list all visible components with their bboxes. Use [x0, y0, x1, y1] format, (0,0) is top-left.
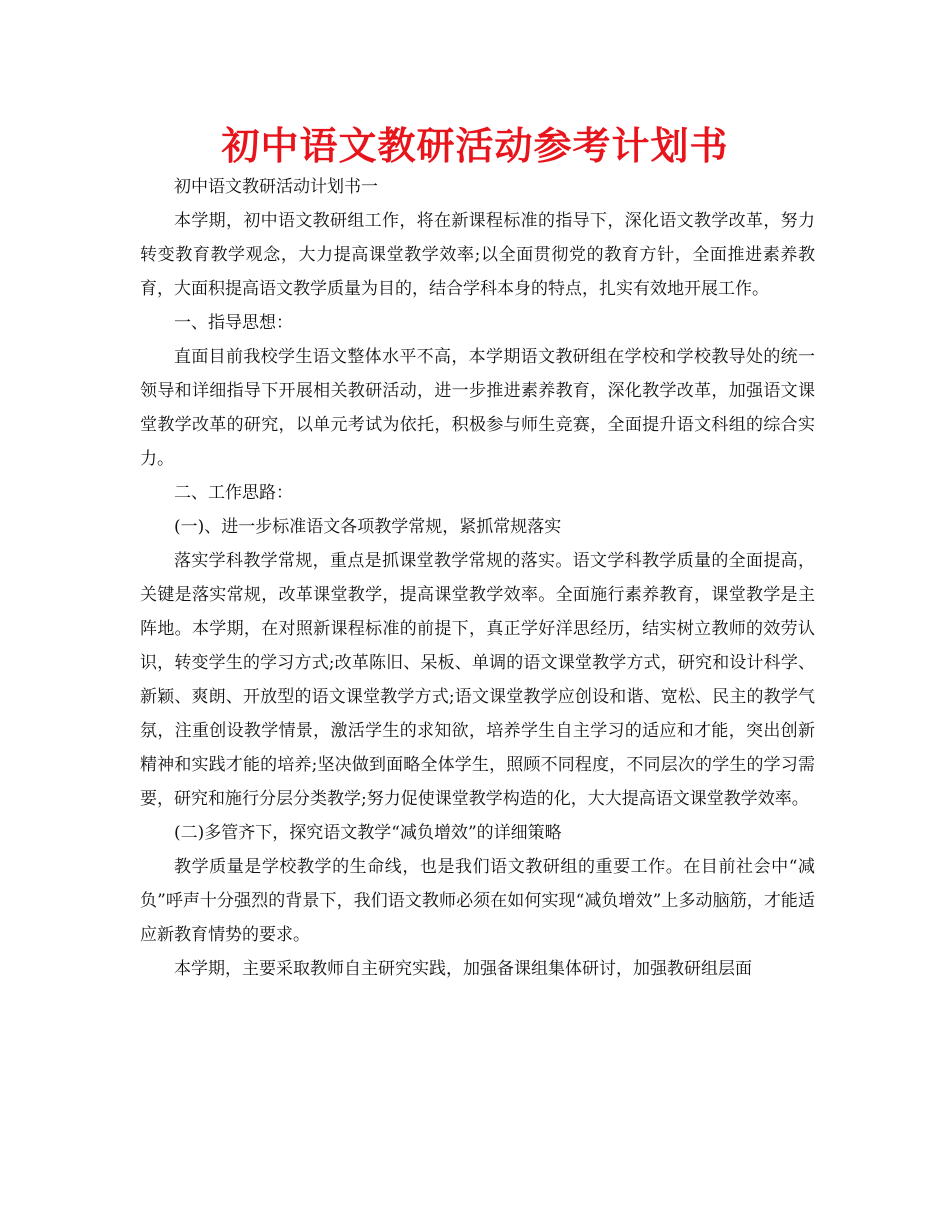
paragraph-guiding-ideas: 直面目前我校学生语文整体水平不高，本学期语文教研组在学校和学校教导处的统一领导和详细指导下开展相关教研活动，进一步推进素养教育，深化教学改革，加强语文课堂教学改革的研究，以单元考试为依托，积极参与师生竞赛，全面提升语文科组的综合实力。 — [140, 347, 815, 469]
document-title: 初中语文教研活动参考计划书 — [221, 123, 729, 168]
paragraph-this-term: 本学期，主要采取教师自主研究实践，加强备课组集体研讨，加强教研组层面 — [174, 959, 752, 979]
paragraph-intro: 本学期，初中语文教研组工作，将在新课程标准的指导下，深化语文教学改革，努力转变教育教学观念，大力提高课堂教学效率;以全面贯彻党的教育方针，全面推进素养教育，大面积提高语文教学质量为目的，结合学科本身的特点，扎实有效地开展工作。 — [140, 211, 815, 299]
subheading-reduce-burden: (二)多管齐下，探究语文教学“减负增效”的详细策略 — [174, 823, 562, 843]
paragraph-routine: 落实学科教学常规，重点是抓课堂教学常规的落实。语文学科教学质量的全面提高，关键是落实常规，改革课堂教学，提高课堂教学效率。全面施行素养教育，课堂教学是主阵地。本学期，在对照新课程标准的前提下，真正学好洋思经历，结实树立教师的效劳认识，转变学生的学习方式;改革陈旧、呆板、单调的语文课堂教学方式，研究和设计科学、新颖、爽朗、开放型的语文课堂教学方式;语文课堂教学应创设和谐、宽松、民主的教学气氛，注重创设教学情景，激活学生的求知欲，培养学生自主学习的适应和才能，突出创新精神和实践才能的培养;坚决做到面略全体学生，照顾不同程度，不同层次的学生的学习需要，研究和施行分层分类教学;努力促使课堂教学构造的化，大大提高语文课堂教学效率。 — [140, 551, 815, 809]
paragraph-reduce-burden: 教学质量是学校教学的生命线，也是我们语文教研组的重要工作。在目前社会中“减负”呼声十分强烈的背景下，我们语文教师必须在如何实现“减负增效”上多动脑筋，才能适应新教育情势的要求。 — [140, 857, 815, 945]
heading-work-ideas: 二、工作思路： — [174, 483, 293, 503]
subheading-routine: (一)、进一步标准语文各项教学常规，紧抓常规落实 — [174, 517, 562, 537]
document-body — [140, 170, 815, 986]
heading-guiding-ideas: 一、指导思想： — [174, 313, 293, 333]
paragraph-subtitle: 初中语文教研活动计划书一 — [174, 177, 378, 197]
